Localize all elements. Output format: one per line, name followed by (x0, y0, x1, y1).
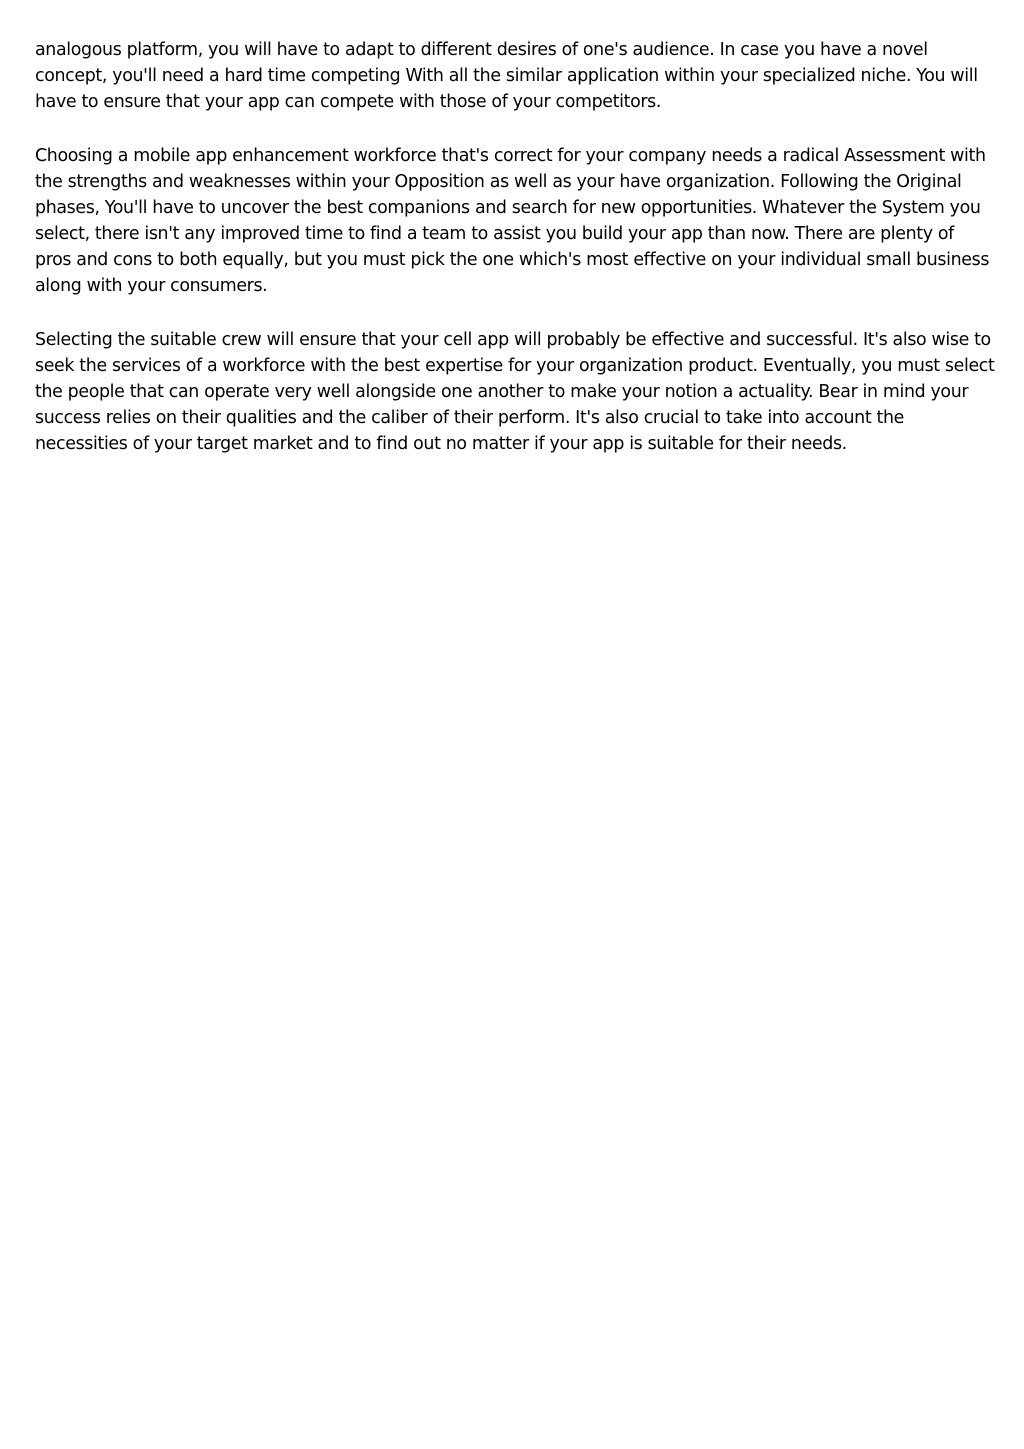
paragraph-3: Selecting the suitable crew will ensure that your cell app will probably be effective and successful. It's also wise to seek the services of a workforce with the best expertise for your organization product. Eventually, you must select the people that can operate very well alongside one another to make your notion a actuality. Bear in mind your success relies on their qualities and the caliber of their perform. It's also crucial to take into account the necessities of your target market and to find out no matter if your app is suitable for their needs. (35, 330, 995, 454)
paragraph-2: Choosing a mobile app enhancement workforce that's correct for your company needs a radical Assessment with the strengths and weaknesses within your Opposition as well as your have organization. Following the Original phases, You'll have to uncover the best companions and search for new opportunities. Whatever the System you select, there isn't any improved time to find a team to assist you build your app than now. There are plenty of pros and cons to both equally, but you must pick the one which's most effective on your individual small business along with your consumers. (35, 146, 990, 296)
document-body (35, 37, 995, 485)
paragraph-1: analogous platform, you will have to adapt to different desires of one's audience. In case you have a novel concept, you'll need a hard time competing With all the similar application within your specialized niche. You will have to ensure that your app can compete with those of your competitors. (35, 40, 978, 112)
